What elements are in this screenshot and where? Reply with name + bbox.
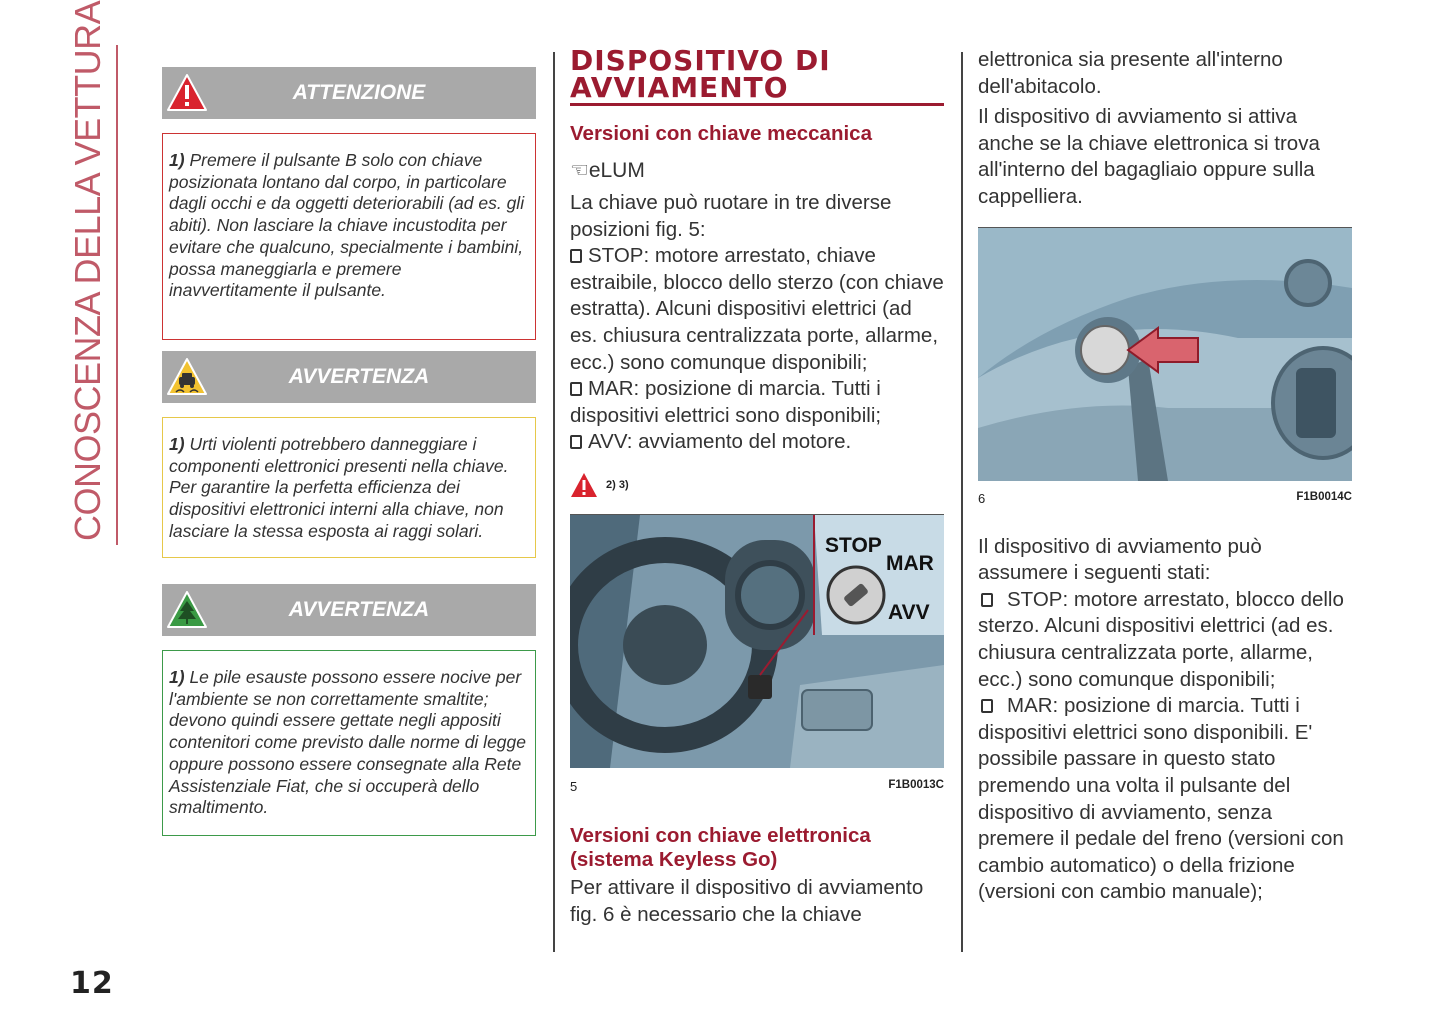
warning-note (162, 417, 536, 558)
figure-6-caption (978, 491, 1352, 506)
figure-6-start-button-image (978, 227, 1352, 481)
states-intro-paragraph: Il dispositivo di avviamento può assumere i seguenti stati: (978, 534, 1262, 585)
list-item (570, 376, 944, 429)
note-number: 1) (169, 150, 185, 170)
note-text: Urti violenti potrebbero danneggiare i componenti elettronici presenti nella chiave. Per garantire la perfetta efficienza dei dispositivi elettronici interni alla chiave, non lasciare la stessa esposta ai raggi solari. (169, 434, 509, 541)
note-text: Le pile esauste possono essere nocive per l'ambiente se non correttamente smaltite; devono quindi essere gettate negli appositi contenitori come previsto dalle norme di legge oppure possono essere consegnate alla Rete Assistenziale Fiat, che si occuperà dello smaltimento. (169, 667, 526, 818)
section-title-line2: AVVIAMENTO (570, 71, 789, 104)
note-number: 1) (169, 667, 185, 687)
checkbox-bullet-icon (570, 249, 582, 263)
section-title-line1: DISPOSITIVO DI (570, 44, 831, 77)
subheading-electronic-key: Versioni con chiave elettronica (sistema Keyless Go) (570, 823, 871, 871)
warning-header-attenzione (162, 67, 536, 119)
keyless-paragraph-continued: elettronica sia presente all'interno dell'abitacolo. (978, 48, 1283, 98)
warning-note (162, 133, 536, 340)
list-item-text: MAR: posizione di marcia. Tutti i dispositivi elettrici sono disponibili; (570, 377, 882, 427)
list-item-text: STOP: motore arrestato, chiave estraibile, blocco dello sterzo (con chiave estratta). Alcuni dispositivi elettrici (ad es. chiusura centralizzata porte, allarme, ecc.) sono comunque disponibili; (570, 244, 944, 374)
figure-code: F1B0014C (1296, 490, 1352, 503)
warning-note (162, 650, 536, 836)
environment-tree-icon (166, 590, 208, 630)
danger-triangle-icon (570, 472, 598, 498)
fig5-label-stop: STOP (825, 533, 882, 557)
warning-heading: AVVERTENZA (288, 365, 430, 388)
subheading-mechanical-key: Versioni con chiave meccanica (570, 122, 872, 145)
figure-5-ignition-image (570, 514, 944, 768)
list-item-text: AVV: avviamento del motore. (588, 430, 852, 454)
warning-reference (570, 470, 944, 500)
warning-header-avvertenza-car (162, 351, 536, 403)
fig5-label-mar: MAR (886, 551, 934, 575)
list-item-text: STOP: motore arrestato, blocco dello sterzo. Alcuni dispositivi elettrici (ad es. chiusura centralizzata porte, allarme, ecc.) sono comunque disponibili; (978, 587, 1344, 691)
car-skid-warning-icon (166, 357, 208, 397)
figure-number: 6 (978, 490, 986, 506)
danger-triangle-icon (166, 73, 208, 113)
warnings-column (162, 67, 536, 836)
list-item (570, 243, 944, 376)
warning-heading: AVVERTENZA (288, 598, 430, 621)
fig5-label-avv: AVV (888, 600, 930, 624)
note-number: 1) (169, 434, 185, 454)
warning-heading: ATTENZIONE (292, 81, 426, 104)
main-column (570, 44, 944, 928)
checkbox-bullet-icon (570, 435, 582, 449)
warning-header-avvertenza-environment (162, 584, 536, 636)
note-text: Premere il pulsante B solo con chiave posizionata lontano dal corpo, in particolare dagli occhi e da oggetti deteriorabili (ad es. gli abiti). Non lasciare la chiave incustodita per evitare che qualcuno, specialmente i bambini, possa maneggiarla e premere inavvertitamente il pulsante. (169, 150, 525, 301)
list-item (978, 587, 1352, 693)
column-divider (961, 52, 963, 952)
figure-5-caption (570, 779, 944, 794)
keyless-activation-paragraph: Il dispositivo di avviamento si attiva anche se la chiave elettronica si trova all'interno del bagagliaio oppure sulla cappelliera. (978, 105, 1320, 208)
checkbox-bullet-icon (981, 593, 993, 607)
section-title (570, 44, 944, 106)
elum-symbol: ☜eLUM (570, 159, 645, 182)
keyless-paragraph: Per attivare il dispositivo di avviamento fig. 6 è necessario che la chiave (570, 875, 924, 926)
checkbox-bullet-icon (570, 382, 582, 396)
figure-number: 5 (570, 778, 578, 794)
right-column (978, 47, 1352, 906)
column-divider (553, 52, 555, 952)
warning-refs: 2) 3) (606, 478, 629, 491)
list-item (978, 693, 1352, 906)
intro-paragraph: La chiave può ruotare in tre diverse posizioni fig. 5: (570, 191, 892, 241)
checkbox-bullet-icon (981, 699, 993, 713)
page-number: 12 (70, 966, 114, 1001)
side-section-title: CONOSCENZA DELLA VETTURA (58, 45, 118, 545)
figure-code: F1B0013C (888, 778, 944, 791)
list-item-text: MAR: posizione di marcia. Tutti i dispositivi elettrici sono disponibili. E' possibile passare in questo stato premendo una volta il pulsante del dispositivo di avviamento, senza premere il pedale del freno (versioni con cambio automatico) o della frizione (versioni con cambio manuale); (978, 694, 1344, 904)
list-item (570, 429, 944, 456)
